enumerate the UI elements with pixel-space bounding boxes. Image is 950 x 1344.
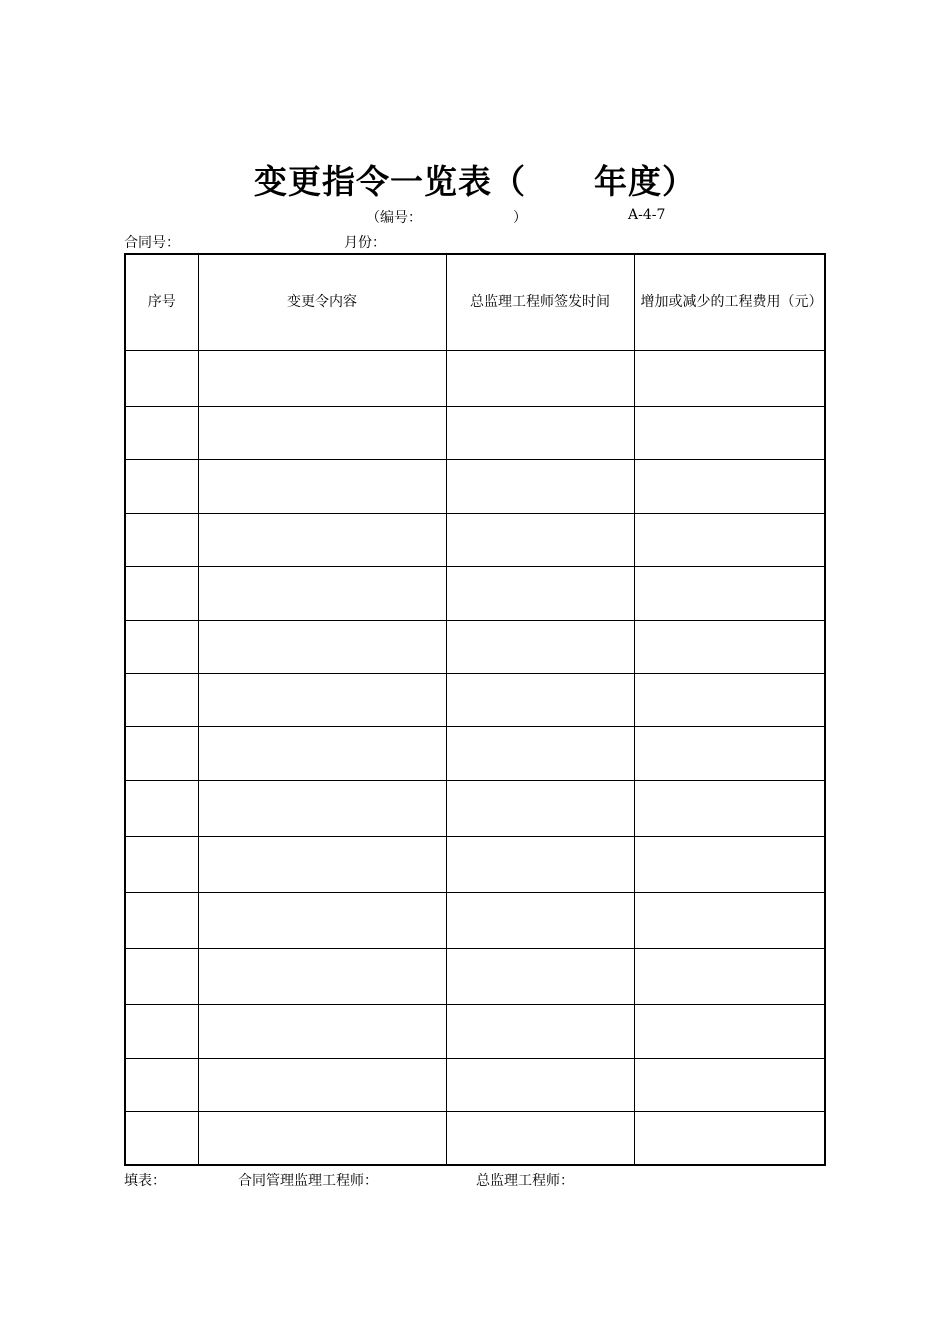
table-cell[interactable]: [634, 836, 825, 892]
table-cell[interactable]: [125, 948, 198, 1004]
table-cell[interactable]: [634, 726, 825, 780]
table-cell[interactable]: [125, 673, 198, 726]
change-order-table: [124, 253, 826, 1166]
table-cell[interactable]: [634, 892, 825, 948]
table-cell[interactable]: [634, 780, 825, 836]
table-cell[interactable]: [198, 406, 446, 459]
table-cell[interactable]: [198, 1111, 446, 1165]
header-serial-no: 序号: [125, 254, 198, 350]
table-row: [125, 948, 825, 1004]
table-cell[interactable]: [198, 836, 446, 892]
table-cell[interactable]: [125, 350, 198, 406]
table-row: [125, 726, 825, 780]
table-cell[interactable]: [198, 350, 446, 406]
table-cell[interactable]: [125, 1058, 198, 1111]
table-cell[interactable]: [446, 1111, 634, 1165]
table-cell[interactable]: [446, 836, 634, 892]
table-cell[interactable]: [446, 566, 634, 620]
table-body: [125, 350, 825, 1165]
page-title: 变更指令一览表（ 年度）: [254, 162, 696, 201]
table-row: [125, 566, 825, 620]
table-cell[interactable]: [198, 459, 446, 513]
table-row: [125, 836, 825, 892]
table-cell[interactable]: [446, 726, 634, 780]
table-cell[interactable]: [634, 1058, 825, 1111]
table-cell[interactable]: [198, 513, 446, 566]
table-cell[interactable]: [446, 673, 634, 726]
table-cell[interactable]: [446, 620, 634, 673]
table-cell[interactable]: [634, 566, 825, 620]
table-cell[interactable]: [446, 459, 634, 513]
table-row: [125, 892, 825, 948]
table-cell[interactable]: [198, 620, 446, 673]
table-cell[interactable]: [634, 459, 825, 513]
table-cell[interactable]: [634, 513, 825, 566]
table-cell[interactable]: [446, 1058, 634, 1111]
table-row: [125, 1004, 825, 1058]
table-row: [125, 673, 825, 726]
table-cell[interactable]: [125, 726, 198, 780]
table-cell[interactable]: [634, 673, 825, 726]
table-row: [125, 620, 825, 673]
table-row: [125, 350, 825, 406]
filled-by-label: 填表：: [124, 1173, 166, 1189]
table-cell[interactable]: [125, 566, 198, 620]
table-cell[interactable]: [446, 513, 634, 566]
table-cell[interactable]: [198, 726, 446, 780]
table-cell[interactable]: [446, 406, 634, 459]
table-cell[interactable]: [125, 513, 198, 566]
table-row: [125, 780, 825, 836]
table-cell[interactable]: [125, 406, 198, 459]
table-row: [125, 1058, 825, 1111]
table-cell[interactable]: [198, 1004, 446, 1058]
table-cell[interactable]: [125, 836, 198, 892]
table-cell[interactable]: [634, 948, 825, 1004]
header-cost-change: 增加或减少的工程费用（元）: [634, 254, 825, 350]
chief-engineer-label: 总监理工程师：: [476, 1173, 574, 1189]
table-cell[interactable]: [125, 780, 198, 836]
table-cell[interactable]: [198, 673, 446, 726]
table-row: [125, 459, 825, 513]
table-header-row: [125, 254, 825, 350]
table-cell[interactable]: [198, 892, 446, 948]
month-label: 月份：: [344, 235, 386, 251]
header-change-content: 变更令内容: [198, 254, 446, 350]
table-cell[interactable]: [634, 1004, 825, 1058]
table-cell[interactable]: [198, 780, 446, 836]
form-code: A-4-7: [628, 207, 666, 223]
table-cell[interactable]: [198, 948, 446, 1004]
table-cell[interactable]: [634, 620, 825, 673]
table-row: [125, 406, 825, 459]
table-cell[interactable]: [634, 350, 825, 406]
serial-number-label: （编号： ）: [366, 210, 527, 226]
table-cell[interactable]: [446, 1004, 634, 1058]
table-row: [125, 1111, 825, 1165]
table-row: [125, 513, 825, 566]
contract-number-label: 合同号：: [124, 235, 180, 251]
table-cell[interactable]: [446, 892, 634, 948]
table-cell[interactable]: [198, 1058, 446, 1111]
table-cell[interactable]: [125, 459, 198, 513]
table-cell[interactable]: [125, 892, 198, 948]
table-cell[interactable]: [446, 350, 634, 406]
table-cell[interactable]: [125, 1111, 198, 1165]
header-issue-time: 总监理工程师签发时间: [446, 254, 634, 350]
table-cell[interactable]: [446, 780, 634, 836]
table-cell[interactable]: [446, 948, 634, 1004]
table-cell[interactable]: [634, 1111, 825, 1165]
table-cell[interactable]: [198, 566, 446, 620]
table-cell[interactable]: [125, 1004, 198, 1058]
table-cell[interactable]: [125, 620, 198, 673]
table-cell[interactable]: [634, 406, 825, 459]
contract-engineer-label: 合同管理监理工程师：: [238, 1173, 378, 1189]
